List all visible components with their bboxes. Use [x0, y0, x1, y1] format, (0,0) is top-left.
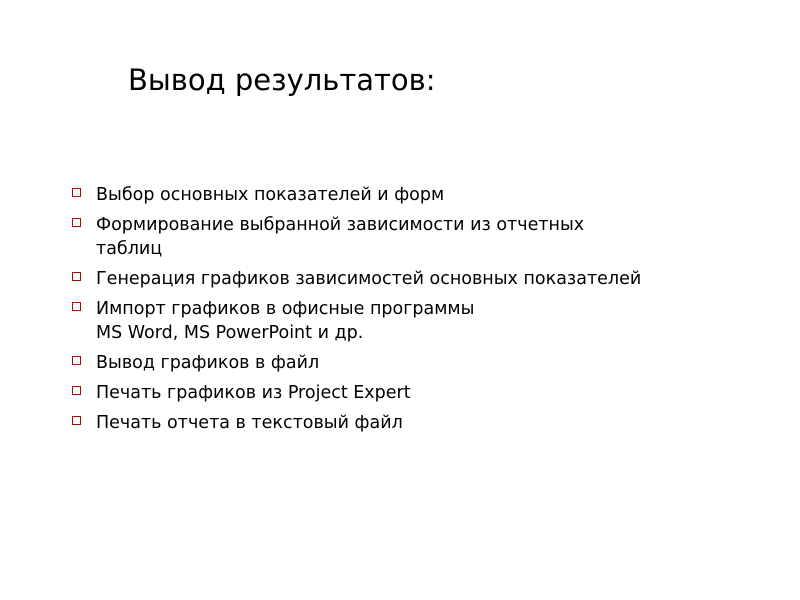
- bullet-item: [72, 411, 762, 435]
- bullet-text: Импорт графиков в офисные программы MS Word, MS PowerPoint и др.: [96, 299, 475, 343]
- bullet-item: [72, 183, 762, 207]
- bullet-item: [72, 297, 762, 345]
- bullet-list: [72, 183, 762, 441]
- bullet-text: Выбор основных показателей и форм: [96, 185, 445, 205]
- bullet-text: Вывод графиков в файл: [96, 353, 320, 373]
- bullet-item: [72, 213, 762, 261]
- square-bullet-icon: [72, 218, 81, 227]
- square-bullet-icon: [72, 416, 81, 425]
- square-bullet-icon: [72, 272, 81, 281]
- slide-title: Вывод результатов:: [128, 63, 436, 97]
- bullet-item: [72, 381, 762, 405]
- bullet-text: Формирование выбранной зависимости из отчетных таблиц: [96, 215, 585, 259]
- square-bullet-icon: [72, 356, 81, 365]
- bullet-item: [72, 351, 762, 375]
- bullet-text: Печать отчета в текстовый файл: [96, 413, 403, 433]
- bullet-item: [72, 267, 762, 291]
- square-bullet-icon: [72, 302, 81, 311]
- bullet-text: Печать графиков из Project Expert: [96, 383, 411, 403]
- bullet-text: Генерация графиков зависимостей основных показателей: [96, 269, 642, 289]
- square-bullet-icon: [72, 386, 81, 395]
- square-bullet-icon: [72, 188, 81, 197]
